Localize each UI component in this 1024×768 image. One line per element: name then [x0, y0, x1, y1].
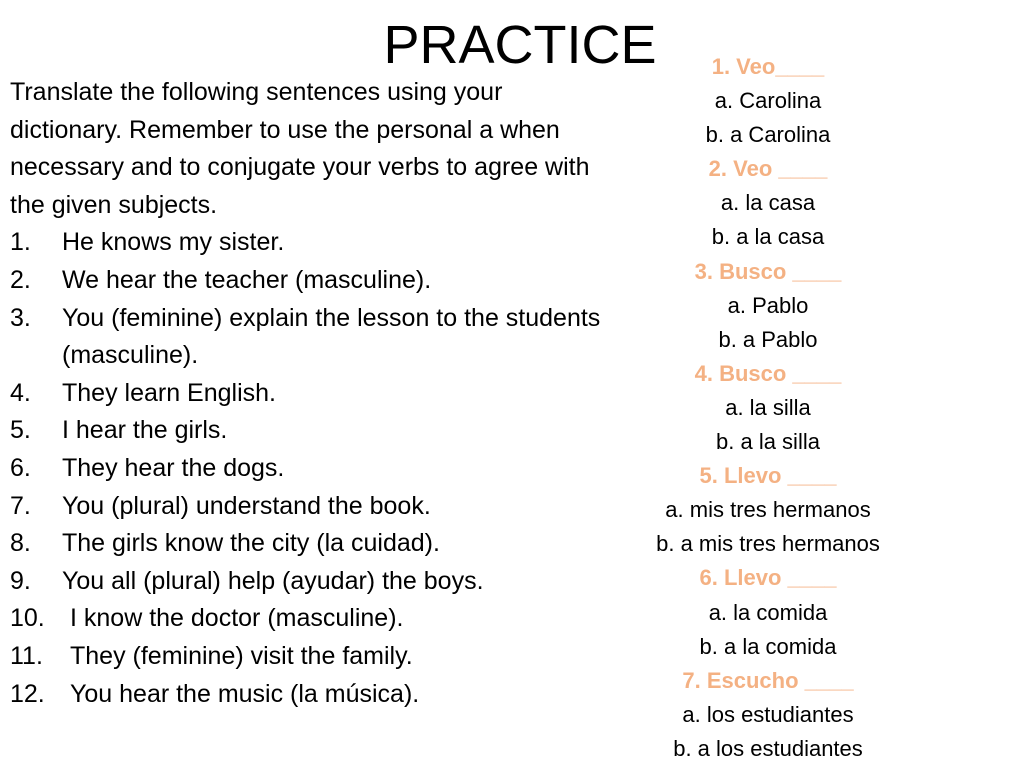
answer-choices-column	[608, 50, 928, 766]
option-a: a. Pablo	[727, 292, 809, 318]
question-prompt: 1. Veo____	[711, 54, 825, 79]
sentence-text: They (feminine) visit the family.	[70, 641, 413, 670]
sentence-item	[10, 450, 610, 488]
option-b: b. a la casa	[711, 224, 825, 250]
sentence-text: They learn English.	[62, 378, 277, 407]
sentence-item	[10, 676, 610, 714]
sentence-text: You hear the music (la música).	[70, 679, 420, 708]
option-a: a. los estudiantes	[682, 701, 854, 727]
sentence-text: You (feminine) explain the lesson to the students (masculine).	[62, 303, 601, 370]
sentence-number: 1.	[10, 228, 31, 257]
sentence-number: 11.	[10, 641, 43, 670]
sentence-number: 5.	[10, 416, 31, 445]
sentence-text: He knows my sister.	[62, 228, 285, 257]
option-b: b. a mis tres hermanos	[656, 531, 880, 557]
sentence-text: You all (plural) help (ayudar) the boys.	[62, 566, 484, 595]
sentence-text: They hear the dogs.	[62, 453, 285, 482]
option-b: b. a los estudiantes	[673, 735, 863, 761]
option-b: b. a Pablo	[718, 326, 818, 352]
sentence-number: 7.	[10, 491, 31, 520]
option-a: a. mis tres hermanos	[665, 497, 871, 523]
sentence-item	[10, 300, 610, 375]
sentence-item	[10, 375, 610, 413]
sentence-number: 3.	[10, 303, 31, 332]
sentence-number: 6.	[10, 453, 31, 482]
sentence-item	[10, 262, 610, 300]
sentence-number: 2.	[10, 265, 31, 294]
option-a: a. Carolina	[714, 88, 822, 114]
sentence-item	[10, 563, 610, 601]
question-prompt: 2. Veo ____	[708, 156, 828, 182]
slide-title: PRACTICE	[383, 15, 657, 75]
sentence-number: 10.	[10, 604, 45, 633]
option-a: a. la casa	[720, 190, 816, 216]
sentence-number: 4.	[10, 378, 31, 407]
question-prompt: 5. Llevo ____	[699, 463, 837, 489]
instructions-text: Translate the following sentences using your dictionary. Remember to use the personal a when necessary and to conjugate your verbs to agree with the given subjects.	[10, 78, 590, 219]
sentence-list	[10, 224, 610, 713]
question-prompt: 7. Escucho ____	[682, 667, 854, 693]
option-a: a. la comida	[708, 599, 828, 625]
sentence-number: 9.	[10, 566, 31, 595]
sentence-text: I know the doctor (masculine).	[70, 604, 404, 633]
sentence-text: We hear the teacher (masculine).	[62, 265, 432, 294]
sentence-text: I hear the girls.	[62, 416, 228, 445]
sentence-item	[10, 525, 610, 563]
instructions-block	[10, 74, 610, 713]
sentence-number: 12.	[10, 679, 45, 708]
sentence-item	[10, 600, 610, 638]
question-prompt: 4. Busco ____	[694, 360, 842, 386]
question-prompt: 3. Busco ____	[694, 258, 842, 284]
sentence-text: The girls know the city (la cuidad).	[62, 529, 440, 558]
question-prompt: 6. Llevo ____	[699, 565, 837, 591]
sentence-number: 8.	[10, 529, 31, 558]
sentence-item	[10, 638, 610, 676]
option-b: b. a Carolina	[705, 122, 831, 148]
sentence-item	[10, 224, 610, 262]
sentence-text: You (plural) understand the book.	[62, 491, 431, 520]
option-b: b. a la comida	[699, 633, 837, 659]
sentence-item	[10, 412, 610, 450]
sentence-item	[10, 488, 610, 526]
option-b: b. a la silla	[716, 429, 820, 455]
option-a: a. la silla	[725, 394, 811, 420]
